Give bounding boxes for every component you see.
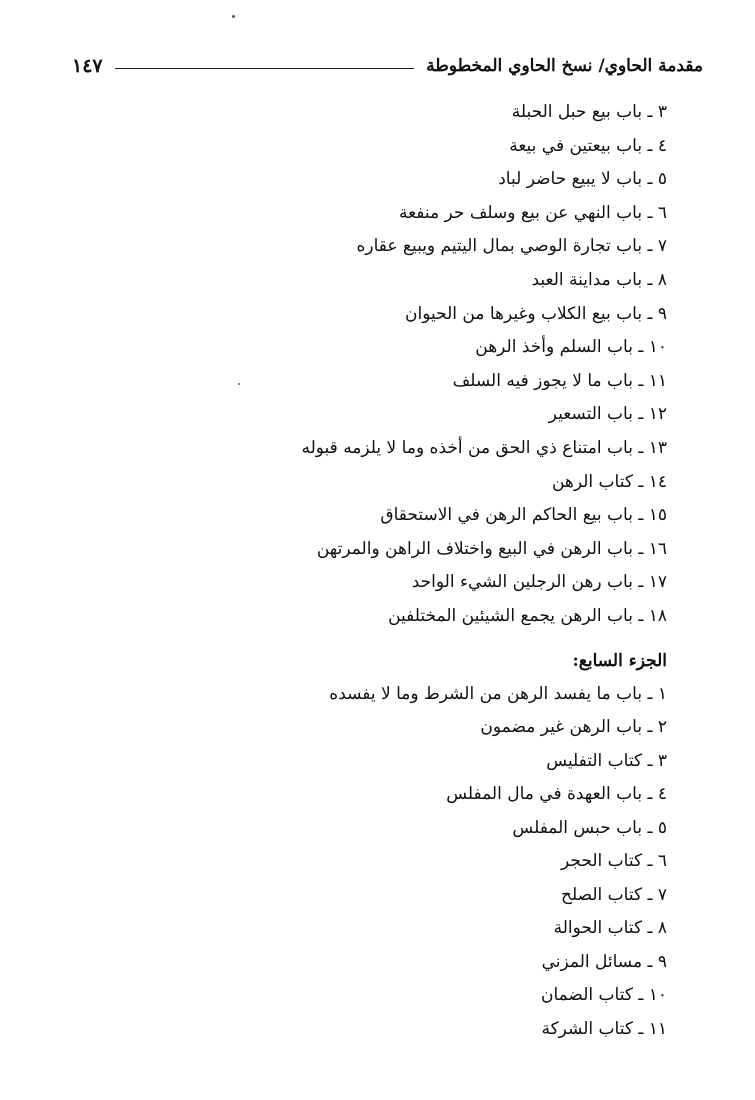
section-heading: الجزء السابع: [572, 650, 667, 671]
list-item: ٥ ـ باب لا يبيع حاضر لباد [498, 169, 667, 190]
section-list [147, 678, 667, 1047]
list-item: ٣ ـ باب بيع حبل الحبلة [511, 102, 667, 122]
list-item: ٦ ـ كتاب الحجر [561, 851, 667, 871]
list-item: ٥ ـ باب حبس المفلس [512, 817, 667, 838]
list-item: ٢ ـ باب الرهن غير مضمون [480, 717, 667, 737]
list-item: ٤ ـ باب بيعتين في بيعة [509, 135, 667, 156]
list-item: ١ ـ باب ما يفسد الرهن من الشرط وما لا يفسده [329, 683, 667, 704]
scan-speck [232, 15, 235, 18]
page-number: ١٤٧ [72, 55, 103, 77]
list-item: ١٨ ـ باب الرهن يجمع الشيئين المختلفين [388, 605, 667, 626]
list-item: ١٤ ـ كتاب الرهن [551, 471, 667, 492]
list-item: ١١ ـ كتاب الشركة [541, 1018, 667, 1039]
list-item: ٩ ـ مسائل المزني [541, 951, 667, 972]
list-item: ١٥ ـ باب بيع الحاكم الرهن في الاستحقاق [380, 505, 667, 526]
continued-list [147, 96, 667, 634]
list-item: ١١ ـ باب ما لا يجوز فيه السلف [452, 370, 667, 391]
page-content [147, 96, 667, 1046]
header-rule [115, 68, 415, 69]
list-item: ١٧ ـ باب رهن الرجلين الشيء الواحد [411, 572, 667, 593]
list-item: ٧ ـ باب تجارة الوصي بمال اليتيم ويبيع عقاره [356, 236, 667, 257]
list-item: ١٢ ـ باب التسعير [548, 404, 667, 425]
list-item: ١٠ ـ باب السلم وأخذ الرهن [475, 337, 667, 358]
list-item: ١٠ ـ كتاب الضمان [540, 985, 667, 1005]
list-item: ١٣ ـ باب امتناع ذي الحق من أخذه وما لا يلزمه قبوله [301, 437, 667, 458]
list-item: ٤ ـ باب العهدة في مال المفلس [446, 784, 667, 804]
list-item: ١٦ ـ باب الرهن في البيع واختلاف الراهن والمرتهن [316, 538, 667, 559]
list-item: ٨ ـ باب مداينة العبد [531, 269, 667, 290]
list-item: ٦ ـ باب النهي عن بيع وسلف حر منفعة [398, 202, 667, 223]
list-item: ٩ ـ باب بيع الكلاب وغيرها من الحيوان [404, 303, 667, 324]
running-header [72, 50, 703, 82]
list-item: ٨ ـ كتاب الحوالة [553, 918, 667, 938]
scan-speck [238, 383, 240, 385]
list-item: ٣ ـ كتاب التفليس [546, 750, 667, 771]
running-title: مقدمة الحاوي/ نسخ الحاوي المخطوطة [426, 56, 703, 76]
list-item: ٧ ـ كتاب الصلح [561, 884, 667, 905]
